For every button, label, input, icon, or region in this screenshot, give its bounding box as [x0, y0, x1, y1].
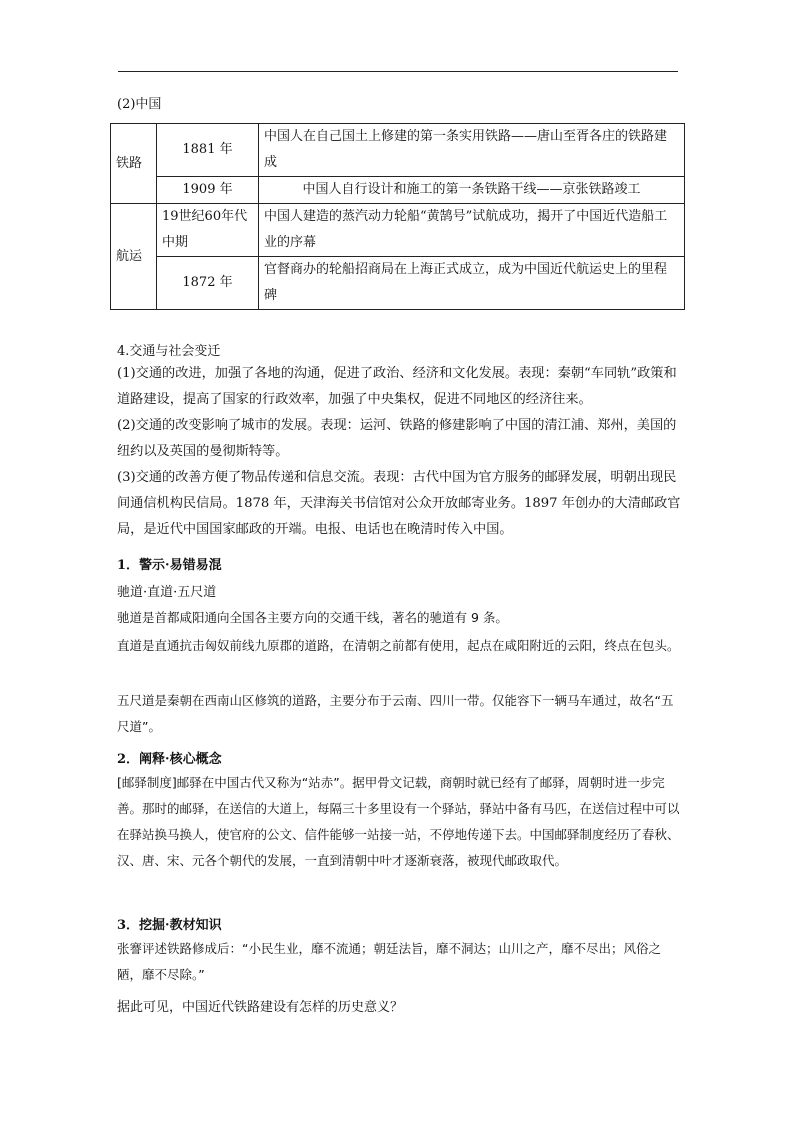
table-row	[111, 204, 685, 257]
section4-paragraph-2: (2)交通的改变影响了城市的发展。表现：运河、铁路的修建影响了中国的清江浦、郑州，美国的纽约以及英国的曼彻斯特等。	[117, 418, 677, 459]
header-rule	[118, 71, 678, 72]
transport-table	[110, 123, 685, 310]
warn-paragraph-1: 驰道是首都咸阳通向全国各主要方向的交通干线，著名的驰道有 9 条。	[117, 610, 508, 625]
mine-title: 3．挖掘·教材知识	[117, 918, 222, 933]
time-cell: 19世纪60年代中期	[157, 204, 259, 257]
event-cell: 官督商办的轮船招商局在上海正式成立，成为中国近代航运史上的里程碑	[259, 257, 685, 310]
section-china-heading: (2)中国	[117, 97, 162, 112]
table-row	[111, 124, 685, 177]
mine-quote: 张謇评述铁路修成后：“小民生业，靡不流通；朝廷法旨，靡不洞达；山川之产，靡不尽出；风俗之陋，靡不尽除。”	[117, 941, 661, 982]
mine-question: 据此可见，中国近代铁路建设有怎样的历史意义？	[117, 1000, 404, 1015]
section4-title: 4.交通与社会变迁	[117, 344, 221, 359]
warn-title: 1．警示·易错易混	[117, 558, 222, 573]
time-cell: 1881 年	[157, 124, 259, 177]
category-railway: 铁路	[111, 124, 157, 204]
time-cell: 1909 年	[157, 177, 259, 204]
event-cell: 中国人在自己国土上修建的第一条实用铁路——唐山至胥各庄的铁路建成	[259, 124, 685, 177]
table-row	[111, 257, 685, 310]
warn-paragraph-2: 直道是直通抗击匈奴前线九原郡的道路，在清朝之前都有使用，起点在咸阳附近的云阳，终点在包头。	[117, 638, 680, 653]
concept-title: 2．阐释·核心概念	[117, 752, 222, 767]
event-cell: 中国人建造的蒸汽动力轮船“黄鹄号”试航成功，揭开了中国近代造船工业的序幕	[259, 204, 685, 257]
concept-paragraph: [邮驿制度]邮驿在中国古代又称为“站赤”。据甲骨文记载，商朝时就已经有了邮驿，周朝时进一步完善。那时的邮驿，在送信的大道上，每隔三十多里设有一个驿站，驿站中备有马匹，在送信过程中可以在驿站换马换人，使官府的公文、信件能够一站接一站，不停地传递下去。中国邮驿制度经历了春秋、汉、唐、宋、元各个朝代的发展，一直到清朝中叶才逐渐衰落，被现代邮政取代。	[117, 775, 680, 868]
time-cell: 1872 年	[157, 257, 259, 310]
warn-paragraph-3: 五尺道是秦朝在西南山区修筑的道路，主要分布于云南、四川一带。仅能容下一辆马车通过，故名“五尺道”。	[117, 693, 674, 734]
warn-subtitle: 驰道·直道·五尺道	[117, 585, 217, 600]
category-shipping: 航运	[111, 204, 157, 310]
table-row	[111, 177, 685, 204]
event-cell: 中国人自行设计和施工的第一条铁路干线——京张铁路竣工	[259, 177, 685, 204]
section4-paragraph-1: (1)交通的改进，加强了各地的沟通，促进了政治、经济和文化发展。表现：秦朝“车同轨”政策和道路建设，提高了国家的行政效率，加强了中央集权，促进不同地区的经济往来。	[117, 366, 677, 407]
section4-paragraph-3: (3)交通的改善方便了物品传递和信息交流。表现：古代中国为官方服务的邮驿发展，明朝出现民间通信机构民信局。1878 年，天津海关书信馆对公众开放邮寄业务。1897 年创办的大清邮政官局，是近代中国国家邮政的开端。电报、电话也在晚清时传入中国。	[117, 470, 681, 537]
